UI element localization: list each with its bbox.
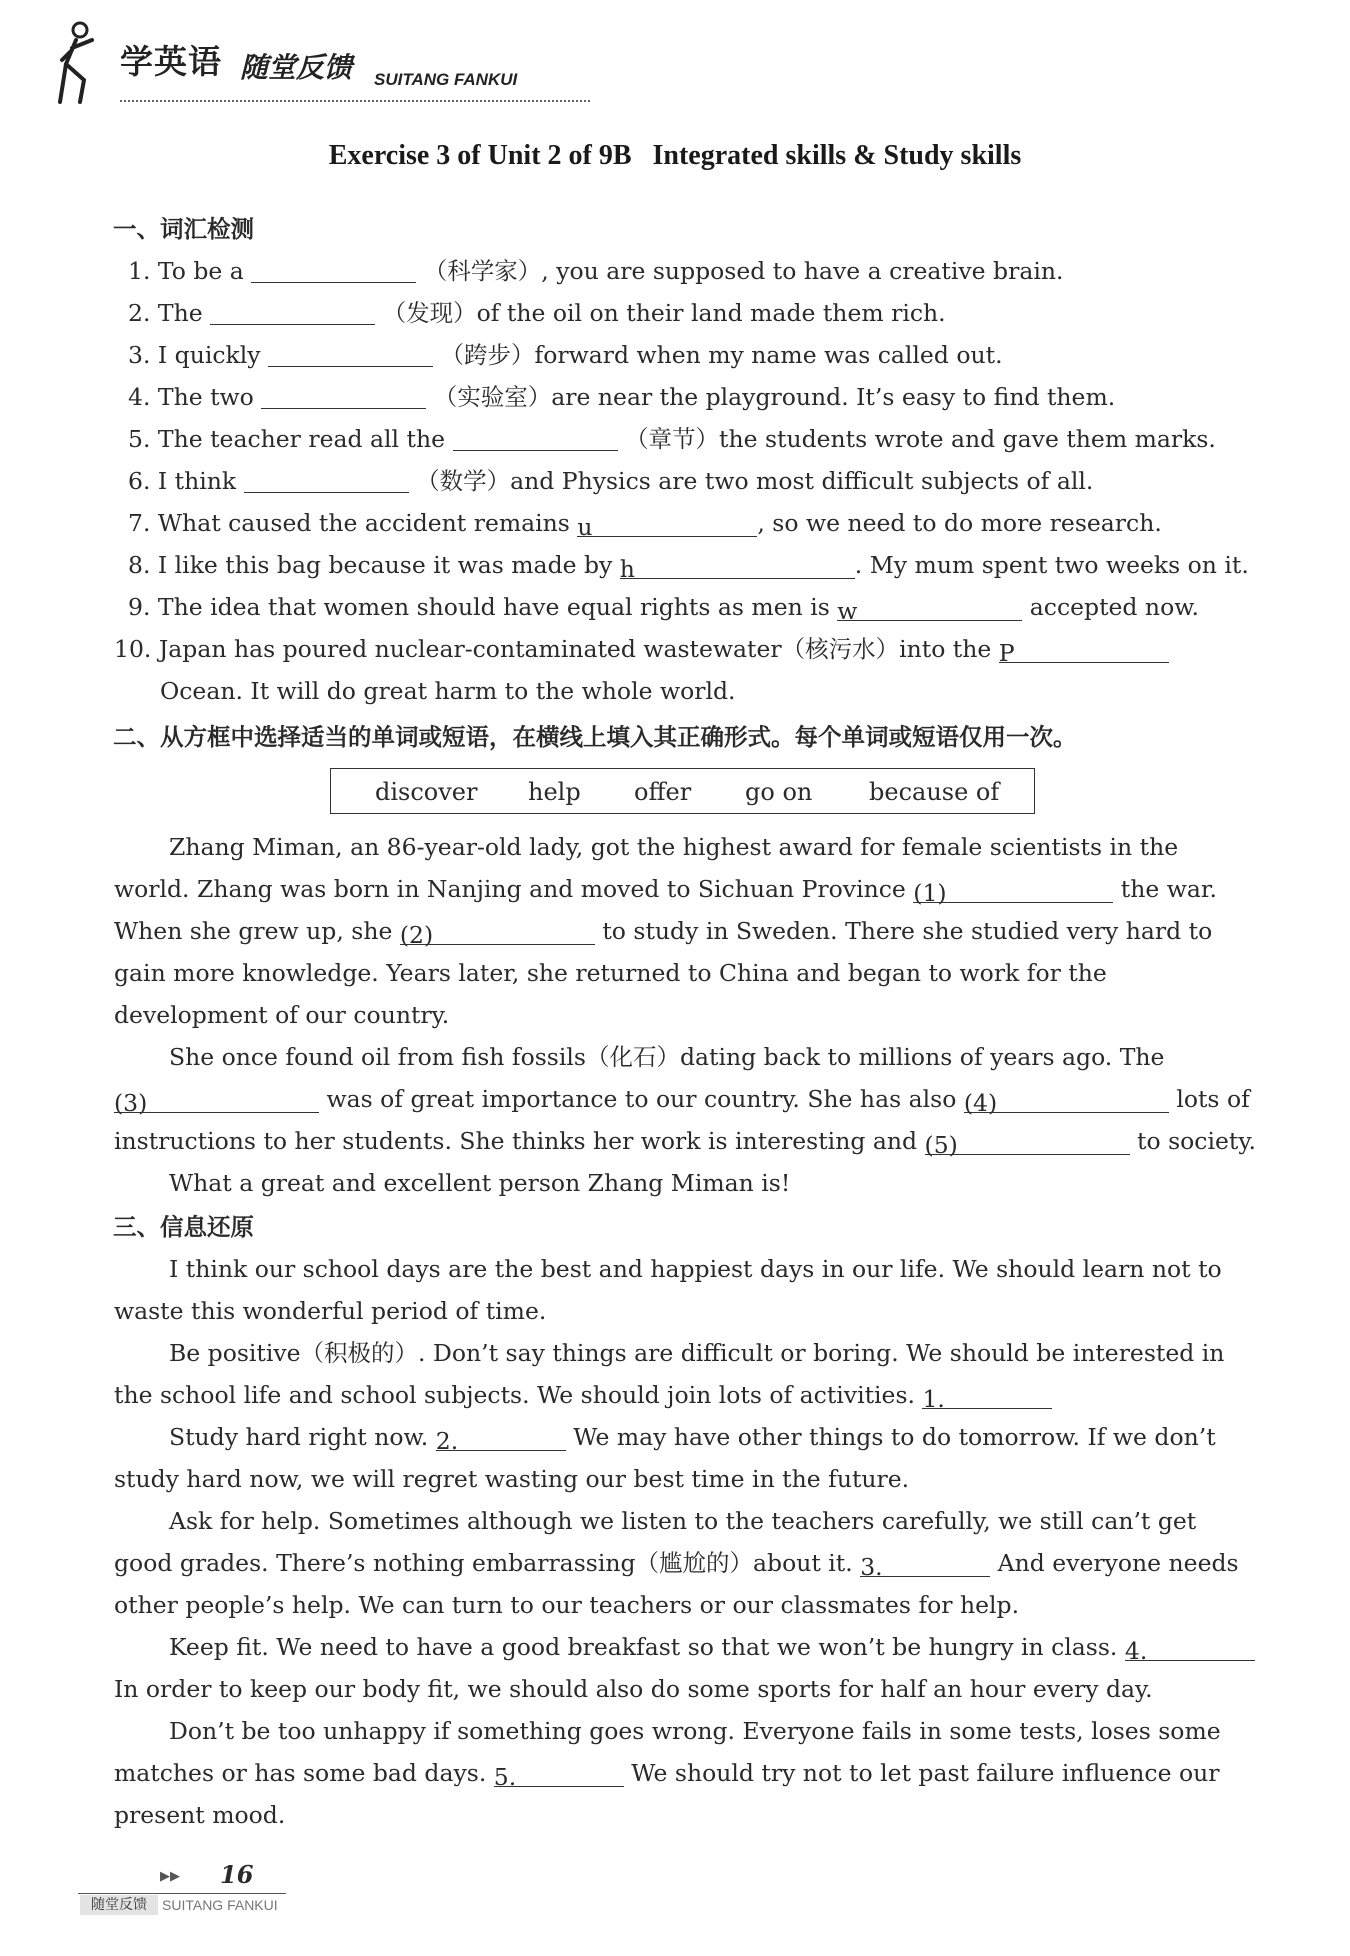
answer-blank[interactable] bbox=[268, 340, 433, 367]
runner-logo-icon bbox=[58, 20, 118, 104]
logo-chinese-subtitle: 随堂反馈 bbox=[240, 51, 353, 84]
vocab-item-4: 4. The two （实验室）are near the playground. It’s easy to find them. bbox=[128, 383, 1116, 411]
passage-line: I think our school days are the best and happiest days in our life. We should learn not to bbox=[169, 1255, 1222, 1283]
answer-blank-3[interactable]: (3) bbox=[114, 1086, 319, 1113]
answer-blank[interactable]: u bbox=[577, 510, 757, 537]
section2-heading: 二、从方框中选择适当的单词或短语，在横线上填入其正确形式。每个单词或短语仅用一次。 bbox=[113, 723, 1077, 751]
page-title: Exercise 3 of Unit 2 of 9B Integrated skills & Study skills bbox=[328, 140, 1022, 171]
answer-blank[interactable] bbox=[210, 298, 375, 325]
passage-line: the school life and school subjects. We should join lots of activities. 1. bbox=[114, 1378, 1052, 1412]
passage-line: Don’t be too unhappy if something goes wrong. Everyone fails in some tests, loses some bbox=[169, 1717, 1221, 1745]
vocab-item-1: 1. To be a （科学家）, you are supposed to have a creative brain. bbox=[128, 257, 1064, 285]
answer-blank[interactable]: P bbox=[999, 636, 1169, 663]
vocab-item-10: 10. Japan has poured nuclear-contaminated wastewater（核污水）into the P bbox=[114, 632, 1169, 666]
passage-line: In order to keep our body fit, we should also do some sports for half an hour every day. bbox=[114, 1675, 1153, 1703]
answer-blank[interactable] bbox=[251, 256, 416, 283]
vocab-item-9: 9. The idea that women should have equal rights as men is w accepted now. bbox=[128, 593, 1200, 625]
answer-blank-1[interactable]: (1) bbox=[913, 876, 1113, 903]
header-divider bbox=[120, 100, 590, 102]
passage-line: What a great and excellent person Zhang Miman is! bbox=[169, 1169, 791, 1197]
answer-blank-5[interactable]: 5. bbox=[494, 1760, 624, 1787]
section1-heading: 一、词汇检测 bbox=[113, 215, 254, 243]
passage-line: Ask for help. Sometimes although we listen to the teachers carefully, we still can’t get bbox=[169, 1507, 1197, 1535]
passage-line: waste this wonderful period of time. bbox=[114, 1297, 547, 1325]
passage-line: Study hard right now. 2. We may have other things to do tomorrow. If we don’t bbox=[169, 1423, 1216, 1455]
passage-line: (3) was of great importance to our country. She has also (4) lots of bbox=[114, 1085, 1250, 1117]
answer-blank-2[interactable]: 2. bbox=[436, 1424, 566, 1451]
word-option: discover bbox=[375, 778, 478, 806]
vocab-item-7: 7. What caused the accident remains u , so we need to do more research. bbox=[128, 509, 1162, 541]
word-option: offer bbox=[634, 778, 692, 806]
arrow-icon: ▶▶ bbox=[160, 1869, 180, 1884]
answer-blank-4[interactable]: (4) bbox=[964, 1086, 1169, 1113]
answer-blank-4[interactable]: 4. bbox=[1125, 1634, 1255, 1661]
logo-pinyin: SUITANG FANKUI bbox=[374, 70, 518, 89]
vocab-item-3: 3. I quickly （跨步）forward when my name was called out. bbox=[128, 341, 1003, 369]
passage-line: When she grew up, she (2) to study in Sweden. There she studied very hard to bbox=[114, 917, 1213, 949]
answer-blank[interactable] bbox=[261, 382, 426, 409]
passage-line: gain more knowledge. Years later, she returned to China and began to work for the bbox=[114, 959, 1107, 987]
page-number: 16 bbox=[220, 1860, 254, 1889]
section3-heading: 三、信息还原 bbox=[113, 1213, 254, 1241]
answer-blank[interactable]: w bbox=[837, 594, 1022, 621]
answer-blank-3[interactable]: 3. bbox=[860, 1550, 990, 1577]
passage-line: She once found oil from fish fossils（化石）dating back to millions of years ago. The bbox=[169, 1043, 1165, 1071]
vocab-item-10-continued: Ocean. It will do great harm to the whole world. bbox=[160, 677, 736, 705]
answer-blank-5[interactable]: (5) bbox=[925, 1128, 1130, 1155]
passage-line: Be positive（积极的）. Don’t say things are difficult or boring. We should be interested in bbox=[169, 1339, 1225, 1367]
word-option: help bbox=[528, 778, 581, 806]
answer-blank[interactable] bbox=[244, 466, 409, 493]
passage-line: world. Zhang was born in Nanjing and moved to Sichuan Province (1) the war. bbox=[114, 875, 1217, 907]
footer-brand-cn: 随堂反馈 bbox=[80, 1895, 158, 1915]
footer-brand-en: SUITANG FANKUI bbox=[162, 1897, 278, 1913]
word-box bbox=[330, 768, 1035, 814]
passage-line: instructions to her students. She thinks her work is interesting and (5) to society. bbox=[114, 1127, 1256, 1159]
passage-line: study hard now, we will regret wasting our best time in the future. bbox=[114, 1465, 910, 1493]
passage-line: good grades. There’s nothing embarrassing（尴尬的）about it. 3. And everyone needs bbox=[114, 1549, 1239, 1581]
page-header bbox=[58, 16, 578, 106]
answer-blank-1[interactable]: 1. bbox=[922, 1382, 1052, 1409]
vocab-item-2: 2. The （发现）of the oil on their land made them rich. bbox=[128, 299, 946, 327]
passage-line: matches or has some bad days. 5. We should try not to let past failure influence our bbox=[114, 1759, 1220, 1791]
word-option: because of bbox=[869, 778, 1000, 806]
passage-line: Keep fit. We need to have a good breakfast so that we won’t be hungry in class. 4. bbox=[169, 1630, 1255, 1664]
passage-line: development of our country. bbox=[114, 1001, 450, 1029]
passage-line: Zhang Miman, an 86-year-old lady, got the highest award for female scientists in the bbox=[169, 833, 1179, 861]
passage-line: other people’s help. We can turn to our teachers or our classmates for help. bbox=[114, 1591, 1020, 1619]
vocab-item-8: 8. I like this bag because it was made by h . My mum spent two weeks on it. bbox=[128, 551, 1249, 583]
logo-chinese-title: 学英语 bbox=[120, 42, 222, 81]
passage-line: present mood. bbox=[114, 1801, 286, 1829]
word-option: go on bbox=[745, 778, 813, 806]
vocab-item-5: 5. The teacher read all the （章节）the students wrote and gave them marks. bbox=[128, 425, 1216, 453]
answer-blank[interactable]: h bbox=[620, 552, 855, 579]
vocab-item-6: 6. I think （数学）and Physics are two most difficult subjects of all. bbox=[128, 467, 1094, 495]
answer-blank[interactable] bbox=[453, 424, 618, 451]
answer-blank-2[interactable]: (2) bbox=[400, 918, 595, 945]
